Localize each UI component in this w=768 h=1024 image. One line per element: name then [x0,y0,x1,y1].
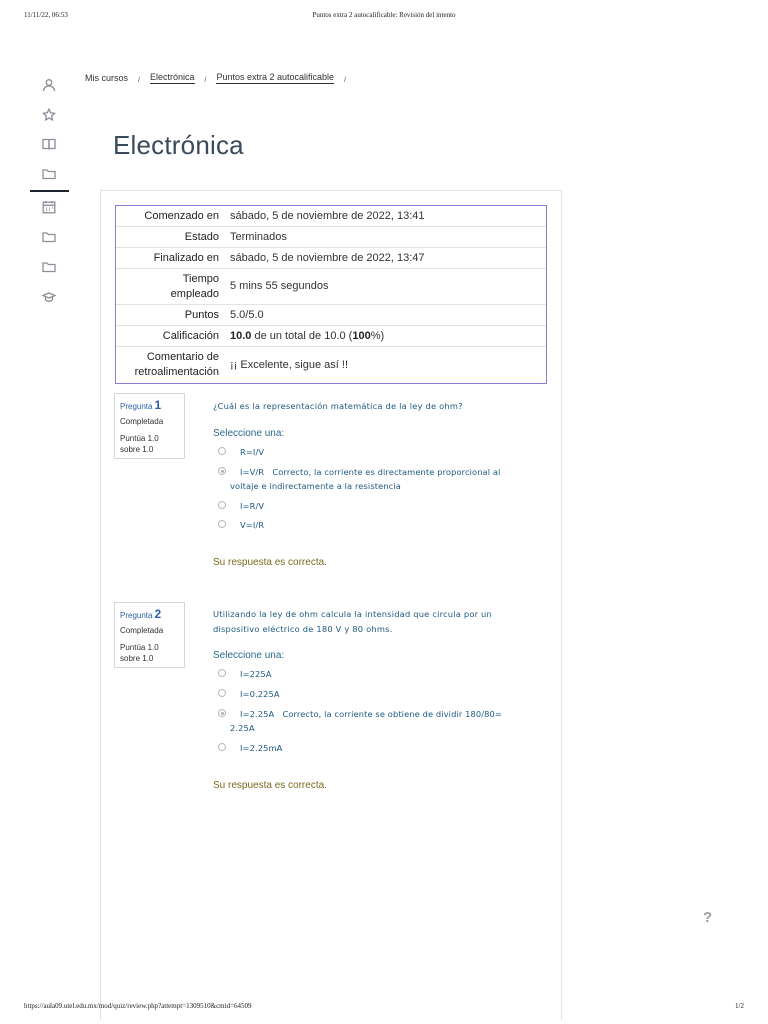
summary-row-feedback [116,347,546,383]
breadcrumb [85,71,356,85]
star-icon[interactable] [30,102,68,128]
summary-value: sábado, 5 de noviembre de 2022, 13:41 [230,209,425,222]
user-icon[interactable] [30,72,68,98]
summary-value: sábado, 5 de noviembre de 2022, 13:47 [230,251,425,264]
folder-icon[interactable] [30,254,68,280]
summary-label: Puntos [184,308,219,321]
outcome-feedback: Su respuesta es correcta. [213,557,327,568]
question-number: 2 [154,607,162,621]
breadcrumb-separator: / [344,76,346,84]
radio-button[interactable] [218,709,226,717]
option-text: I=2.25A [240,709,275,719]
print-url: https://aula09.utel.edu.mx/mod/quiz/review.php?attempt=1309510&cmid=64509 [24,1002,252,1010]
grade-end: %) [370,329,385,342]
help-button[interactable]: ? [703,909,713,926]
book-icon[interactable] [30,131,68,157]
radio-button[interactable] [218,447,226,455]
summary-row-grade [116,326,546,347]
question-number: 1 [154,398,162,412]
summary-row-time [116,269,546,305]
outcome-feedback: Su respuesta es correcta. [213,780,327,791]
option-line [218,707,528,721]
question-state: Completada [120,626,164,635]
breadcrumb-course[interactable]: Electrónica [149,72,195,82]
question-text: ¿Cuál es la representación matemática de la ley de ohm? [213,401,463,411]
grade-total: de un total de 10.0 ( [251,329,353,342]
print-header [0,11,768,23]
summary-label [116,350,223,380]
graduation-cap-icon[interactable] [30,284,68,310]
attempt-summary-table [115,205,547,384]
summary-label: Estado [184,230,219,243]
summary-value: 5 mins 55 segundos [230,280,329,292]
answer-option[interactable] [218,741,528,755]
question-grade: Puntúa 1.0 [120,643,159,652]
answer-option[interactable] [218,707,528,735]
grade-percent: 100 [352,329,371,342]
summary-label: Finalizado en [153,251,219,264]
breadcrumb-home[interactable]: Mis cursos [85,73,129,83]
option-text: I=2.25mA [240,743,283,753]
option-feedback: Correcto, la corriente es directamente proporcional al [272,467,501,477]
option-text: R=I/V [240,447,265,457]
print-page-number: 1/2 [735,1002,744,1010]
option-feedback-continued: voltaje e indirectamente a la resistencia [230,481,401,491]
answer-option[interactable] [218,518,528,532]
breadcrumb-separator: / [204,76,207,84]
calendar-icon[interactable] [30,194,68,220]
option-line [218,465,528,479]
question-grade-max: sobre 1.0 [120,445,154,454]
option-text: I=225A [240,669,272,679]
summary-row-state [116,227,546,248]
option-feedback: Correcto, la corriente se obtiene de dividir 180/80= [282,709,502,719]
breadcrumb-separator: / [138,76,140,84]
summary-row-points [116,305,546,326]
question-text-line: Utilizando la ley de ohm calcula la intensidad que circula por un [213,609,492,619]
summary-value [223,329,546,344]
summary-row-started [116,206,546,227]
summary-label-line: empleado [170,287,219,300]
question-state: Completada [120,417,164,426]
summary-label [116,272,223,302]
radio-button[interactable] [218,467,226,475]
summary-label: Calificación [162,329,219,342]
summary-label-line: Comentario de [146,351,219,363]
option-text: I=V/R [240,467,265,477]
option-text: V=I/R [240,520,265,530]
summary-label-line: Tiempo [182,272,219,285]
active-indicator [30,190,69,192]
option-text: I=R/V [240,501,265,511]
summary-label: Comenzado en [144,209,219,222]
answer-option[interactable] [218,499,528,513]
radio-button[interactable] [218,743,226,751]
radio-button[interactable] [218,520,226,528]
answer-prompt: Seleccione una: [213,428,285,439]
folder-icon[interactable] [30,224,68,250]
question-grade: Puntúa 1.0 [120,434,159,443]
print-title: Puntos extra 2 autocalificable: Revisión del intento [312,11,456,19]
radio-button[interactable] [218,501,226,509]
breadcrumb-quiz[interactable]: Puntos extra 2 autocalificable [216,72,335,82]
answer-prompt: Seleccione una: [213,650,285,661]
question-text [213,607,513,637]
print-date: 11/11/22, 06:53 [24,11,68,19]
question-info [114,393,185,459]
summary-label-line: retroalimentación [134,366,219,378]
option-feedback-continued: 2.25A [230,723,255,733]
folder-icon[interactable] [30,161,68,187]
print-footer [0,1002,768,1014]
question-text-line: dispositivo eléctrico de 180 V y 80 ohms. [213,624,393,634]
option-text: I=0.225A [240,689,280,699]
summary-value: Terminados [230,230,287,243]
radio-button[interactable] [218,689,226,697]
summary-row-finished [116,248,546,269]
page-title: Electrónica [113,130,244,160]
summary-value: ¡¡ Excelente, sigue así !! [230,358,348,371]
answer-option[interactable] [218,687,528,701]
question-label: Pregunta [120,402,153,411]
grade-score: 10.0 [230,329,252,342]
answer-option[interactable] [218,465,528,493]
question-info [114,602,185,668]
question-label: Pregunta [120,611,153,620]
radio-button[interactable] [218,669,226,677]
answer-option[interactable] [218,445,528,459]
answer-option[interactable] [218,667,528,681]
summary-value: 5.0/5.0 [230,308,264,321]
question-grade-max: sobre 1.0 [120,654,154,663]
